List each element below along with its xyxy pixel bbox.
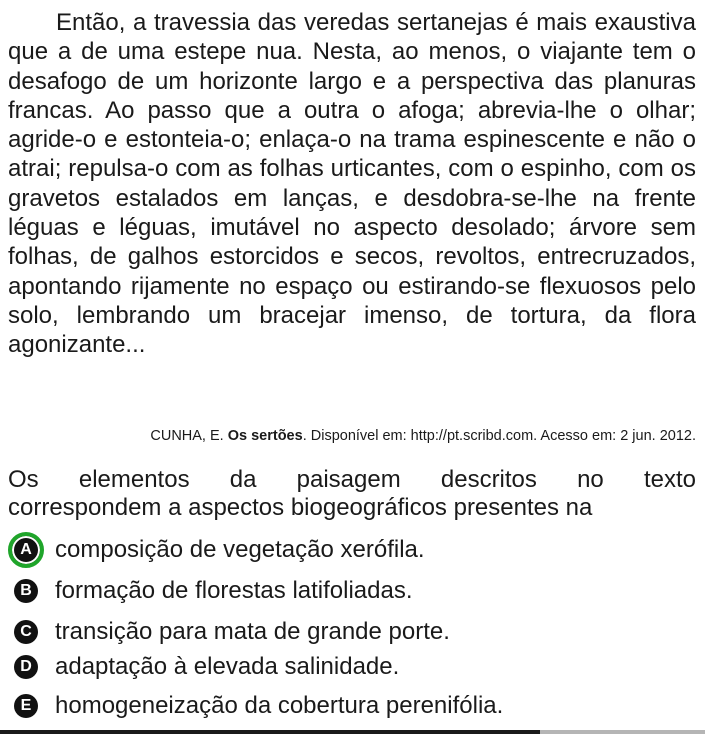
option-a[interactable] <box>0 535 705 567</box>
citation-details: . Disponível em: http://pt.scribd.com. Acesso em: 2 jun. 2012. <box>302 428 696 444</box>
option-c-text: transição para mata de grande porte. <box>55 618 450 645</box>
option-d-letter-badge[interactable]: D <box>14 655 38 679</box>
bottom-divider-gray <box>540 730 705 734</box>
option-e-letter-badge[interactable]: E <box>14 694 38 718</box>
question-line-2: correspondem a aspectos biogeográficos presentes na <box>8 494 593 521</box>
option-b-letter-badge[interactable]: B <box>14 579 38 603</box>
option-e-text: homogeneização da cobertura perenifólia. <box>55 692 504 719</box>
option-d-text: adaptação à elevada salinidade. <box>55 653 400 680</box>
citation-author: CUNHA, E. <box>150 428 228 444</box>
option-d[interactable] <box>0 652 705 684</box>
option-e[interactable] <box>0 691 705 723</box>
bottom-divider <box>0 730 540 734</box>
source-citation <box>0 427 696 445</box>
question-stem <box>8 466 696 522</box>
citation-title: Os sertões <box>227 428 303 444</box>
option-a-letter-badge[interactable]: A <box>8 532 44 568</box>
option-b-text: formação de florestas latifoliadas. <box>55 577 413 604</box>
question-line-1: Os elementos da paisagem descritos no texto <box>8 466 696 493</box>
passage-text: Então, a travessia das veredas sertanejas é mais exaustiva que a de uma estepe nua. Nesta, ao menos, o viajante tem o desafogo de um horizonte largo e a perspectiva das planuras francas. Ao passo que a outra o afoga; abrevia-lhe o olhar; agride-o e estonteia-o; enlaça-o na trama espinescente e não o atrai; repulsa-o com as folhas urticantes, com o espinho, com os gravetos estalados em lanças, e desdobra-se-lhe na frente léguas e léguas, imutável no aspecto desolado; árvore sem folhas, de galhos estorcidos e secos, revoltos, entrecruzados, apontando rijamente no espaço ou estirando-se flexuosos pelo solo, lembrando um bracejar imenso, de tortura, da flora agonizante... <box>8 9 696 359</box>
option-c-letter-badge[interactable]: C <box>14 620 38 644</box>
option-c[interactable] <box>0 617 705 649</box>
option-a-text: composição de vegetação xerófila. <box>55 536 425 563</box>
option-b[interactable] <box>0 576 705 608</box>
